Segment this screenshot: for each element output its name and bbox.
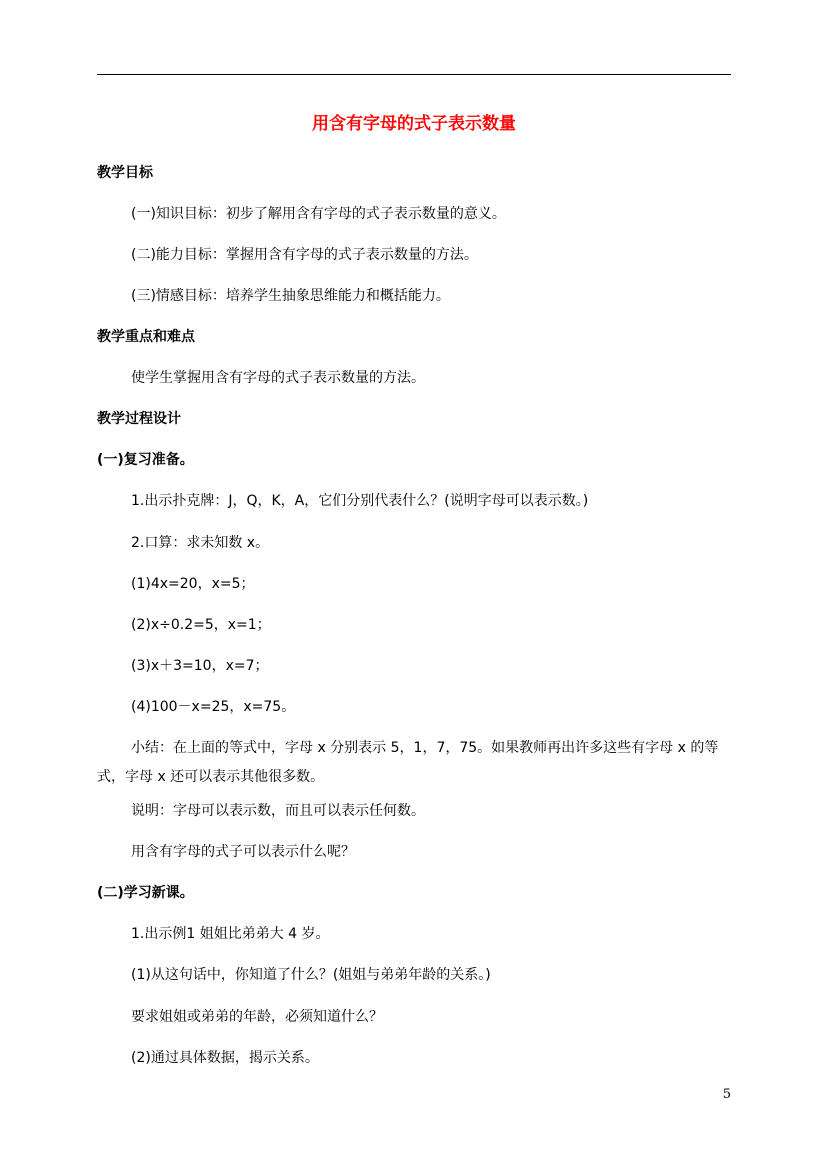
focus-text: 使学生掌握用含有字母的式子表示数量的方法。 — [131, 370, 425, 386]
subsection-heading-review: (一)复习准备。 — [97, 452, 194, 468]
goal-ability: (二)能力目标：掌握用含有字母的式子表示数量的方法。 — [131, 247, 478, 263]
calc-item-1: (1)4x=20，x=5； — [131, 576, 255, 592]
document-title: 用含有字母的式子表示数量 — [312, 114, 516, 134]
goal-emotion: (三)情感目标：培养学生抽象思维能力和概括能力。 — [131, 288, 450, 304]
calc-item-3: (3)x＋3=10，x=7； — [131, 658, 269, 674]
review-item-1: 1.出示扑克牌：J，Q，K，A，它们分别代表什么？(说明字母可以表示数。) — [131, 493, 589, 509]
section-heading-process: 教学过程设计 — [97, 411, 181, 427]
section-heading-focus: 教学重点和难点 — [97, 329, 195, 345]
question-text: 用含有字母的式子可以表示什么呢？ — [131, 844, 355, 860]
note-text: 说明：字母可以表示数，而且可以表示任何数。 — [131, 803, 425, 819]
subsection-heading-new: (二)学习新课。 — [97, 885, 194, 901]
section-heading-goals: 教学目标 — [97, 165, 153, 181]
ask-item-2: 要求姐姐或弟弟的年龄，必须知道什么？ — [131, 1009, 383, 1025]
calc-item-2: (2)x÷0.2=5，x=1； — [131, 617, 271, 633]
summary-paragraph: 小结：在上面的等式中，字母 x 分别表示 5，1，7，75。如果教师再出许多这些有字母 x 的等式，字母 x 还可以表示其他很多数。 — [97, 740, 719, 785]
page-number: 5 — [722, 1087, 731, 1102]
goal-knowledge: (一)知识目标：初步了解用含有字母的式子表示数量的意义。 — [131, 206, 506, 222]
calc-item-4: (4)100－x=25，x=75。 — [131, 699, 296, 715]
header-rule — [97, 74, 731, 75]
review-item-2: 2.口算：求未知数 x。 — [131, 535, 270, 551]
ask-item-3: (2)通过具体数据，揭示关系。 — [131, 1050, 319, 1066]
ask-item-1: (1)从这句话中，你知道了什么？(姐姐与弟弟年龄的关系。) — [131, 967, 491, 983]
example-1: 1.出示例1 姐姐比弟弟大 4 岁。 — [131, 926, 330, 942]
